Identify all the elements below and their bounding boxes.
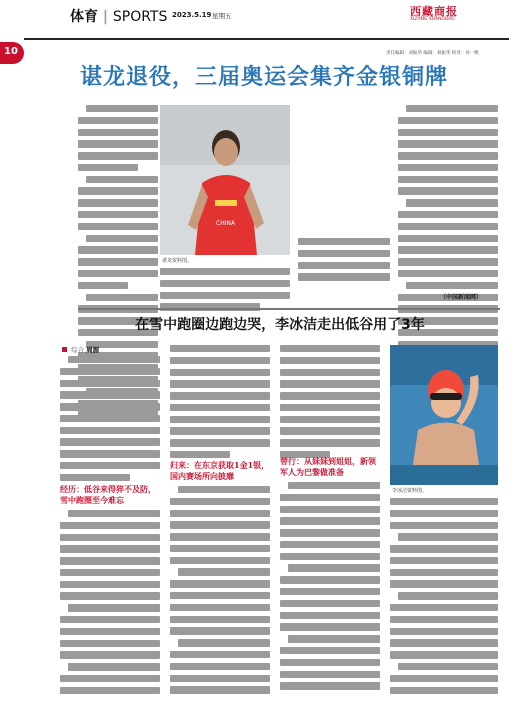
text-line: [280, 588, 380, 595]
text-line: [160, 280, 290, 287]
text-line: [398, 533, 498, 540]
text-line: [78, 187, 158, 194]
text-line: [280, 357, 380, 364]
text-line: [170, 545, 270, 552]
text-line: [390, 498, 498, 505]
text-line: [398, 140, 498, 147]
text-line: [170, 580, 270, 587]
text-line: [78, 129, 158, 136]
text-line: [398, 211, 498, 218]
svg-text:CHINA: CHINA: [216, 220, 236, 227]
text-line: [78, 270, 158, 277]
text-line: [398, 129, 498, 136]
text-line: [170, 651, 270, 658]
text-line: [398, 164, 498, 171]
text-line: [86, 176, 158, 183]
issue-weekday: 星期五: [212, 12, 232, 20]
text-line: [390, 545, 498, 552]
section-title: [70, 6, 167, 26]
text-line: [390, 675, 498, 682]
text-line: [170, 686, 270, 693]
text-line: [68, 663, 160, 670]
text-line: [398, 592, 498, 599]
text-line: [86, 235, 158, 242]
text-line: [78, 117, 158, 124]
text-line: [78, 164, 138, 171]
story2-headline: 在雪中跑圈边跑边哭，李冰洁走出低谷用了3年: [135, 317, 425, 333]
text-line: [170, 451, 230, 458]
text-line: [390, 687, 498, 694]
text-line: [170, 675, 270, 682]
story2-column-3: [280, 345, 380, 463]
text-line: [390, 510, 498, 517]
text-line: [398, 270, 498, 277]
text-line: [280, 517, 380, 524]
story2-column-3b: [280, 482, 380, 694]
text-line: [170, 439, 270, 446]
story2-column-2b: [170, 486, 270, 698]
header-rule: [24, 38, 509, 40]
text-line: [406, 282, 498, 289]
text-line: [60, 628, 160, 635]
text-line: [68, 510, 160, 517]
story2-column-1b: [60, 510, 160, 699]
text-line: [78, 258, 158, 265]
text-line: [78, 199, 158, 206]
text-line: [280, 647, 380, 654]
text-line: [86, 294, 158, 301]
text-line: [170, 521, 270, 528]
text-line: [78, 223, 158, 230]
text-line: [280, 494, 380, 501]
subhead-1: 经历：低谷来得猝不及防，雪中跑圈至今难忘: [60, 484, 156, 505]
text-line: [60, 616, 160, 623]
section-cn: 体育: [70, 9, 98, 25]
text-line: [280, 682, 380, 689]
text-line: [60, 581, 160, 588]
text-line: [280, 427, 380, 434]
text-line: [280, 529, 380, 536]
text-line: [78, 211, 158, 218]
text-line: [398, 176, 498, 183]
byline-label: 综合: [71, 346, 85, 354]
text-line: [288, 564, 380, 571]
story2-column-4: [390, 498, 498, 698]
text-line: [60, 534, 160, 541]
text-line: [178, 568, 270, 575]
text-line: [398, 235, 498, 242]
story2-column-2: [170, 345, 270, 463]
text-line: [288, 635, 380, 642]
text-line: [170, 369, 270, 376]
text-line: [170, 604, 270, 611]
story2-column-1: [60, 356, 160, 486]
text-line: [60, 427, 160, 434]
text-line: [78, 282, 128, 289]
text-line: [60, 592, 160, 599]
text-line: [170, 404, 270, 411]
text-line: [60, 640, 160, 647]
text-line: [170, 557, 270, 564]
text-line: [280, 623, 380, 630]
text-line: [390, 651, 498, 658]
story-divider: [78, 308, 500, 310]
badminton-player-illustration: [160, 105, 290, 255]
paper-logo: 西藏商报: [410, 5, 458, 18]
subhead-3: 替行：从妹妹到姐姐，新领军人为巴黎做准备: [280, 456, 376, 477]
text-line: [280, 659, 380, 666]
text-line: [170, 427, 270, 434]
text-line: [60, 474, 130, 481]
text-line: [280, 416, 380, 423]
text-line: [406, 199, 498, 206]
text-line: [298, 262, 390, 269]
text-line: [170, 533, 270, 540]
text-line: [298, 238, 390, 245]
story1-photo-caption: 谌龙资料图。: [162, 258, 193, 264]
text-line: [280, 541, 380, 548]
text-line: [280, 392, 380, 399]
text-line: [170, 510, 270, 517]
story1-photo: [160, 105, 290, 255]
text-line: [170, 416, 270, 423]
text-line: [60, 545, 160, 552]
text-line: [60, 557, 160, 564]
text-line: [60, 675, 160, 682]
text-line: [398, 663, 498, 670]
text-line: [60, 438, 160, 445]
story2-photo: [390, 345, 498, 485]
text-line: [390, 522, 498, 529]
text-line: [60, 368, 160, 375]
subhead-2: 归来：在东京获取1金1银，国内赛场所向披靡: [170, 460, 270, 481]
story1-source: （中国新闻网）: [440, 294, 483, 301]
text-line: [298, 273, 390, 280]
text-line: [288, 482, 380, 489]
text-line: [398, 152, 498, 159]
text-line: [160, 292, 290, 299]
text-line: [390, 628, 498, 635]
text-line: [78, 246, 158, 253]
text-line: [78, 152, 158, 159]
text-line: [390, 580, 498, 587]
issue-date: 2023.5.19: [172, 11, 212, 19]
editor-line: 责任编辑：刘振华 编辑：刘振华 校对：孙一帆: [386, 51, 479, 56]
text-line: [280, 439, 380, 446]
story2-photo-caption: 李冰洁资料图。: [392, 488, 428, 494]
text-line: [68, 356, 160, 363]
text-line: [170, 392, 270, 399]
text-line: [406, 105, 498, 112]
text-line: [280, 553, 380, 560]
text-line: [178, 486, 270, 493]
text-line: [78, 140, 158, 147]
text-line: [60, 462, 160, 469]
text-line: [280, 600, 380, 607]
text-line: [170, 592, 270, 599]
text-line: [86, 105, 158, 112]
text-line: [280, 404, 380, 411]
text-line: [68, 604, 160, 611]
text-line: [398, 258, 498, 265]
text-line: [170, 616, 270, 623]
text-line: [160, 268, 290, 275]
text-line: [280, 345, 380, 352]
text-line: [60, 391, 160, 398]
story1-column-3: [298, 238, 390, 285]
text-line: [280, 506, 380, 513]
byline-name: 周源: [86, 346, 100, 354]
text-line: [170, 627, 270, 634]
text-line: [60, 651, 160, 658]
text-line: [170, 498, 270, 505]
text-line: [60, 569, 160, 576]
text-line: [60, 450, 160, 457]
text-line: [398, 223, 498, 230]
text-line: [280, 576, 380, 583]
text-line: [390, 557, 498, 564]
text-line: [390, 569, 498, 576]
text-line: [390, 604, 498, 611]
paper-logo-sub: XIZANG SHANGBAO: [410, 17, 455, 22]
text-line: [280, 380, 380, 387]
text-line: [398, 187, 498, 194]
text-line: [298, 250, 390, 257]
text-line: [280, 369, 380, 376]
text-line: [60, 522, 160, 529]
text-line: [390, 639, 498, 646]
swimmer-illustration: [390, 345, 498, 485]
text-line: [170, 380, 270, 387]
text-line: [280, 612, 380, 619]
byline: [62, 345, 99, 354]
byline-marker: [62, 347, 67, 352]
text-line: [60, 415, 160, 422]
text-line: [398, 117, 498, 124]
section-divider: |: [102, 9, 108, 25]
text-line: [60, 403, 160, 410]
text-line: [280, 671, 380, 678]
text-line: [170, 663, 270, 670]
text-line: [170, 345, 270, 352]
text-line: [178, 639, 270, 646]
text-line: [60, 687, 160, 694]
story1-headline: 谌龙退役，三届奥运会集齐金银铜牌: [79, 65, 448, 90]
text-line: [390, 616, 498, 623]
text-line: [60, 380, 160, 387]
text-line: [398, 246, 498, 253]
story1-column-4: [398, 105, 498, 376]
text-line: [170, 357, 270, 364]
section-en: SPORTS: [112, 9, 168, 25]
page-number: 10: [4, 46, 18, 57]
